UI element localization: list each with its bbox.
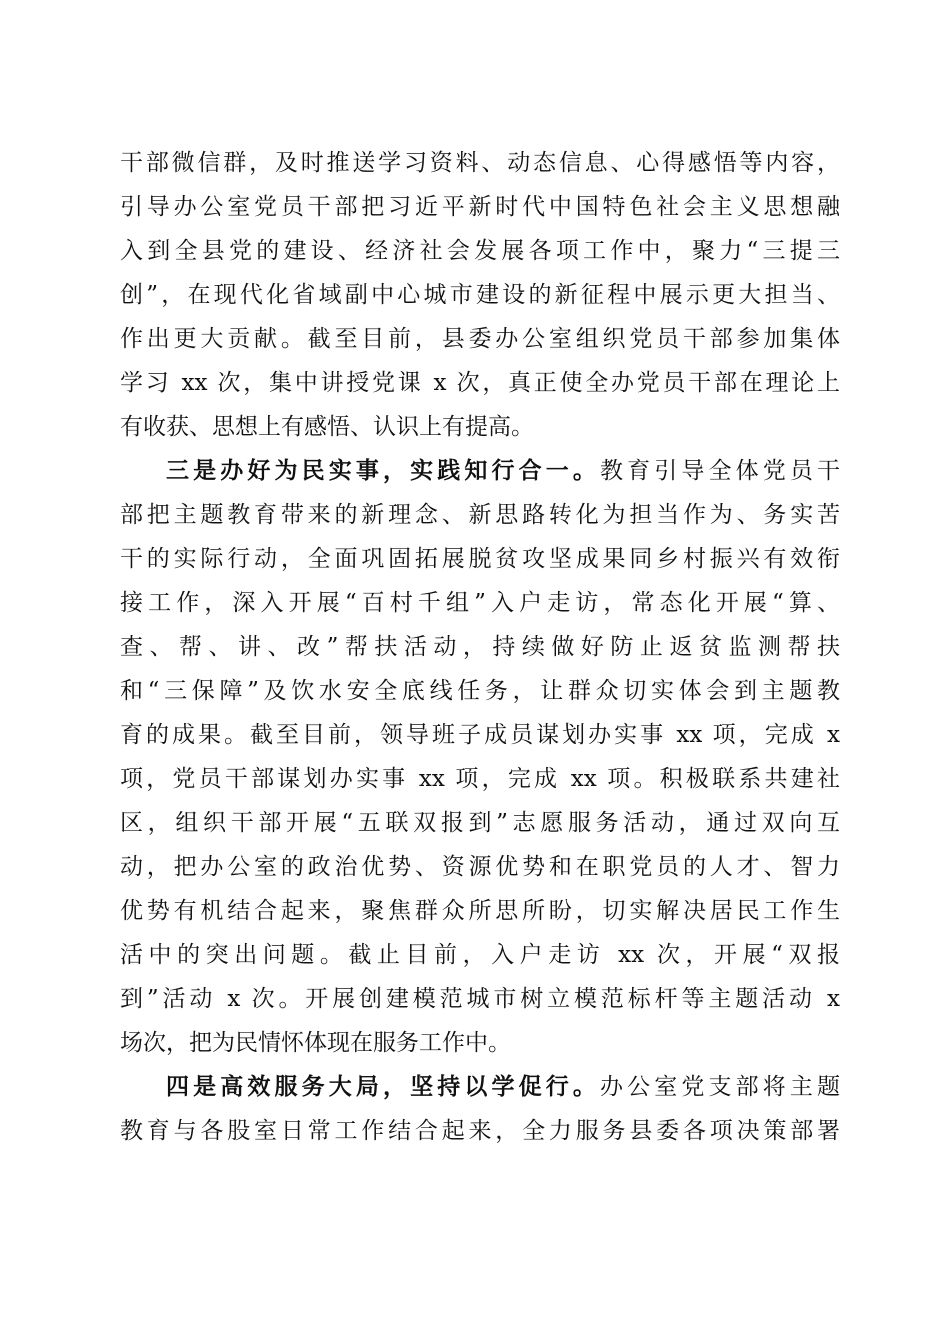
text-line: 到”活动 x 次。开展创建模范城市树立模范标杆等主题活动 x <box>120 986 840 1012</box>
text-line: 学习 xx 次，集中讲授党课 x 次，真正使全办党员干部在理论上 <box>120 370 840 396</box>
text-line: 作出更大贡献。截至目前，县委办公室组织党员干部参加集体 <box>120 326 840 352</box>
text-line: 育的成果。截至目前，领导班子成员谋划办实事 xx 项，完成 x <box>120 722 840 748</box>
text-line: 创”，在现代化省域副中心城市建设的新征程中展示更大担当、 <box>120 282 840 308</box>
paragraph-first-line-text: 教育引导全体党员干 <box>600 458 840 484</box>
text-line: 接工作，深入开展“百村千组”入户走访，常态化开展“算、 <box>120 590 840 616</box>
text-line: 项，党员干部谋划办实事 xx 项，完成 xx 项。积极联系共建社 <box>120 766 840 792</box>
paragraph <box>120 141 840 449</box>
paragraph-first-line <box>120 449 840 493</box>
document-body <box>120 141 840 1153</box>
text-line: 查、帮、讲、改”帮扶活动，持续做好防止返贫监测帮扶 <box>120 634 840 660</box>
text-line: 和“三保障”及饮水安全底线任务，让群众切实体会到主题教 <box>120 678 840 704</box>
text-line: 优势有机结合起来，聚焦群众所思所盼，切实解决居民工作生 <box>120 898 840 924</box>
text-line: 入到全县党的建设、经济社会发展各项工作中，聚力“三提三 <box>120 238 840 264</box>
paragraph-first-line <box>120 1065 840 1109</box>
text-line: 活中的突出问题。截止目前，入户走访 xx 次，开展“双报 <box>120 942 840 968</box>
text-line: 干部微信群，及时推送学习资料、动态信息、心得感悟等内容， <box>120 150 840 176</box>
text-line: 部把主题教育带来的新理念、新思路转化为担当作为、务实苦 <box>120 502 840 528</box>
text-line: 干的实际行动，全面巩固拓展脱贫攻坚成果同乡村振兴有效衔 <box>120 546 840 572</box>
text-line: 区，组织干部开展“五联双报到”志愿服务活动，通过双向互 <box>120 810 840 836</box>
paragraph <box>120 1065 840 1153</box>
text-line: 教育与各股室日常工作结合起来，全力服务县委各项决策部署 <box>120 1118 840 1144</box>
text-line: 动，把办公室的政治优势、资源优势和在职党员的人才、智力 <box>120 854 840 880</box>
paragraph <box>120 449 840 1065</box>
paragraph-heading: 三是办好为民实事，实践知行合一。 <box>166 457 600 484</box>
paragraph-first-line-text: 办公室党支部将主题 <box>600 1074 840 1100</box>
paragraph-heading: 四是高效服务大局，坚持以学促行。 <box>166 1073 600 1100</box>
text-line: 引导办公室党员干部把习近平新时代中国特色社会主义思想融 <box>120 194 840 220</box>
text-line: 有收获、思想上有感悟、认识上有提高。 <box>120 414 534 440</box>
text-line: 场次，把为民情怀体现在服务工作中。 <box>120 1030 511 1056</box>
